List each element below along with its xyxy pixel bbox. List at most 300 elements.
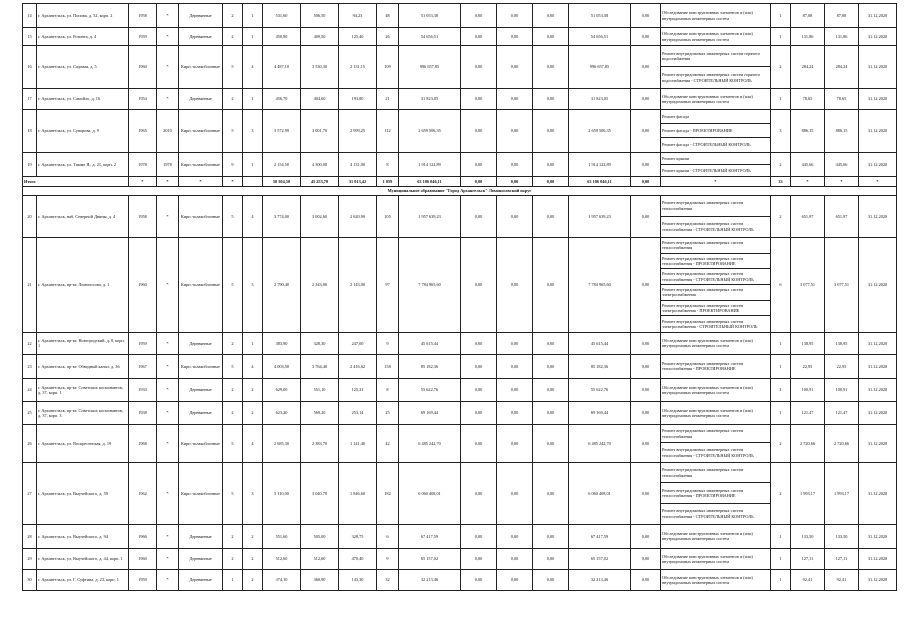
total-cost: 1 957 639,23 [399, 196, 461, 238]
other-funds: 0,00 [631, 401, 661, 424]
other-funds: 0,00 [631, 548, 661, 569]
work-item: Обследование конструктивных элементов и (или) внутридомовых инженерных систем [662, 93, 753, 104]
year-built: 1960 [129, 46, 157, 89]
regional-funds: 0,00 [497, 4, 533, 28]
unit-cost: 886,15 [791, 110, 825, 153]
works-count: 2 [771, 153, 791, 177]
max-unit-cost: 445,66 [825, 153, 859, 177]
total-cost: 65 157,02 [399, 548, 461, 569]
table-row [23, 153, 897, 177]
residents: 182 [377, 462, 399, 524]
total-area: 629,00 [263, 378, 301, 401]
owned-area: 2 620,90 [339, 196, 377, 238]
federal-funds: 0,00 [461, 332, 497, 354]
federal-funds: 0,00 [461, 28, 497, 46]
entrances: 2 [243, 548, 263, 569]
address-cell: г. Архангельск, ул. Выучейского, д. 59 [37, 462, 129, 524]
address-cell: г. Архангельск, ул. Выучейского, д. 44, корп. 1 [37, 548, 129, 569]
living-area: 512,60 [301, 548, 339, 569]
municipal-funds: 0,00 [533, 462, 569, 524]
regional-funds: 0,00 [497, 46, 533, 89]
floors: 5 [223, 196, 243, 238]
living-area: 328,30 [301, 332, 339, 354]
works-count: 1 [771, 332, 791, 354]
owner-funds: 65 157,02 [569, 548, 631, 569]
year-renovated: * [157, 354, 179, 378]
other-funds: 0,00 [631, 153, 661, 177]
total-label: Итого [23, 177, 129, 187]
max-unit-cost: 78,65 [825, 89, 859, 110]
living-area: 506,50 [301, 4, 339, 28]
works-list [661, 332, 771, 354]
year-renovated: 2010 [157, 110, 179, 153]
owner-funds: 7 784 965,60 [569, 238, 631, 333]
total-area: 450,90 [263, 28, 301, 46]
living-area: 4 300,00 [301, 153, 339, 177]
regional-funds: 0,00 [497, 524, 533, 548]
total-c1: * [129, 177, 157, 187]
completion-date: 31.12.2020 [859, 378, 897, 401]
total-row [23, 177, 897, 187]
max-unit-cost: 92,41 [825, 569, 859, 590]
year-renovated: * [157, 89, 179, 110]
work-item: Обследование конструктивных элементов и (или) внутридомовых инженерных систем [662, 384, 753, 395]
section-row [23, 187, 897, 196]
year-renovated: * [157, 238, 179, 333]
address-cell: г. Архангельск, ул. Г. Суфтина, д. 23, корп. 1 [37, 569, 129, 590]
work-item: Ремонт внутридомовых инженерных систем горячего водоснабжения - СТРОИТЕЛЬНЫЙ КОНТРОЛЬ [662, 72, 761, 83]
floors: 1 [223, 569, 243, 590]
living-area: 404,60 [301, 89, 339, 110]
completion-date: 31.12.2020 [859, 569, 897, 590]
total-a3: 31 013,42 [339, 177, 377, 187]
unit-cost: 87,08 [791, 4, 825, 28]
works-count: 1 [771, 4, 791, 28]
owned-area: 143,30 [339, 569, 377, 590]
work-item: Ремонт внутридомовых инженерных систем теплоснабжения - СТРОИТЕЛЬНЫЙ КОНТРОЛЬ [662, 221, 754, 232]
completion-date: 31.12.2020 [859, 548, 897, 569]
federal-funds: 0,00 [461, 110, 497, 153]
year-renovated: * [157, 462, 179, 524]
unit-cost: 131,86 [791, 28, 825, 46]
entrances: 3 [243, 238, 263, 333]
year-renovated: * [157, 332, 179, 354]
regional-funds: 0,00 [497, 110, 533, 153]
municipal-funds: 0,00 [533, 196, 569, 238]
total-area: 2 154,50 [263, 153, 301, 177]
total-area: 5 110,00 [263, 462, 301, 524]
table-row [23, 332, 897, 354]
address-cell: г. Архангельск, ул. Выучейского, д. 94 [37, 524, 129, 548]
work-item: Обследование конструктивных элементов и (или) внутридомовых инженерных систем [662, 10, 753, 21]
year-built: 1968 [129, 424, 157, 462]
table-row [23, 46, 897, 89]
max-unit-cost: 131,86 [825, 28, 859, 46]
work-item: Ремонт внутридомовых инженерных систем теплоснабжения - СТРОИТЕЛЬНЫЙ КОНТРОЛЬ [662, 508, 754, 519]
residents: 8 [377, 153, 399, 177]
works-list [661, 28, 771, 46]
owned-area: 94,23 [339, 4, 377, 28]
municipal-funds: 0,00 [533, 354, 569, 378]
owned-area: 328,75 [339, 524, 377, 548]
table-row [23, 354, 897, 378]
municipal-funds: 0,00 [533, 378, 569, 401]
floors: 2 [223, 28, 243, 46]
residents: 32 [377, 569, 399, 590]
works-count: 1 [771, 378, 791, 401]
table-row [23, 401, 897, 424]
completion-date: 31.12.2020 [859, 28, 897, 46]
works-count: 1 [771, 401, 791, 424]
floors: 5 [223, 46, 243, 89]
other-funds: 0,00 [631, 46, 661, 89]
owned-area: 1 846,60 [339, 462, 377, 524]
owned-area: 125,31 [339, 378, 377, 401]
row-number: 20 [23, 196, 37, 238]
federal-funds: 0,00 [461, 424, 497, 462]
residents: 6 [377, 524, 399, 548]
wall-material: Кирп.-шлакоблочные [179, 238, 223, 333]
completion-date: 31.12.2020 [859, 238, 897, 333]
wall-material: Деревянные [179, 28, 223, 46]
unit-cost: 121,47 [791, 401, 825, 424]
owned-area: 193,80 [339, 89, 377, 110]
entrances: 1 [243, 4, 263, 28]
work-item: Ремонт внутридомовых инженерных систем теплоснабжения - ПРОЕКТИРОВАНИЕ [661, 483, 770, 503]
works-list [661, 110, 771, 153]
table-row [23, 548, 897, 569]
floors: 2 [223, 332, 243, 354]
total-cost: 2 659 506,35 [399, 110, 461, 153]
address-cell: г. Архангельск, пр-кт. Новгородский, д. 8, корп. 1 [37, 332, 129, 354]
year-renovated: * [157, 569, 179, 590]
row-number: 28 [23, 524, 37, 548]
address-cell: г. Архангельск, ул. Самойло, д. 16 [37, 89, 129, 110]
works-count: 1 [771, 89, 791, 110]
owned-area: 4 131,00 [339, 153, 377, 177]
completion-date: 31.12.2020 [859, 401, 897, 424]
residents: 48 [377, 4, 399, 28]
table-row [23, 238, 897, 333]
table-row [23, 569, 897, 590]
row-number: 24 [23, 378, 37, 401]
total-cost: 32 213,46 [399, 569, 461, 590]
residents: 109 [377, 46, 399, 89]
work-item: Обследование конструктивных элементов и (или) внутридомовых инженерных систем [662, 31, 753, 42]
works-list [661, 548, 771, 569]
total-area: 512,60 [263, 548, 301, 569]
federal-funds: 0,00 [461, 238, 497, 333]
completion-date: 31.12.2020 [859, 354, 897, 378]
wall-material: Кирп.-шлакоблочные [179, 46, 223, 89]
total-a1: 50 304,50 [263, 177, 301, 187]
year-renovated: * [157, 378, 179, 401]
total-c4: * [223, 177, 243, 187]
works-list [661, 569, 771, 590]
municipal-funds: 0,00 [533, 28, 569, 46]
owner-funds: 1 957 639,23 [569, 196, 631, 238]
owner-funds: 1 914 122,89 [569, 153, 631, 177]
year-renovated: * [157, 28, 179, 46]
floors: 5 [223, 238, 243, 333]
entrances: 1 [243, 332, 263, 354]
year-renovated: * [157, 196, 179, 238]
year-built: 1965 [129, 110, 157, 153]
completion-date: 31.12.2020 [859, 332, 897, 354]
row-number: 15 [23, 28, 37, 46]
table-row [23, 4, 897, 28]
total-area: 3 572,99 [263, 110, 301, 153]
works-list [661, 238, 771, 333]
total-cost: 85 182,36 [399, 354, 461, 378]
total-cost: 6 060 408,01 [399, 462, 461, 524]
works-list [661, 524, 771, 548]
regional-funds: 0,00 [497, 196, 533, 238]
address-cell: г. Архангельск, ул. Розинга, д. 4 [37, 28, 129, 46]
total-cost: 45 615,44 [399, 332, 461, 354]
address-cell: г. Архангельск, ул. Тимме Я., д. 21, корп. 2 [37, 153, 129, 177]
wall-material: Кирп.-шлакоблочные [179, 354, 223, 378]
living-area: 505,00 [301, 524, 339, 548]
owned-area: 2 131,15 [339, 46, 377, 89]
year-built: 1933 [129, 378, 157, 401]
owner-funds: 2 659 506,35 [569, 110, 631, 153]
unit-cost: 100,91 [791, 378, 825, 401]
work-item: Ремонт внутридомовых инженерных систем электроснабжения - СТРОИТЕЛЬНЫЙ КОНТРОЛЬ [662, 318, 758, 330]
living-area: 3 040,70 [301, 462, 339, 524]
total-area: 2 790,40 [263, 238, 301, 333]
row-number: 27 [23, 462, 37, 524]
section-title: Муниципальное образование "Город Архангельск" Ломоносовский округ [23, 187, 897, 196]
owned-area: 125,40 [339, 28, 377, 46]
wall-material: Кирп.-шлакоблочные [179, 110, 223, 153]
year-built: 1978 [129, 153, 157, 177]
regional-funds: 0,00 [497, 378, 533, 401]
living-area: 2 343,80 [301, 238, 339, 333]
completion-date: 31.12.2020 [859, 4, 897, 28]
table-row [23, 424, 897, 462]
year-built: 1959 [129, 332, 157, 354]
address-cell: г. Архангельск, пр-кт. Обводный канал, д. 36 [37, 354, 129, 378]
municipal-funds: 0,00 [533, 110, 569, 153]
year-built: 1959 [129, 28, 157, 46]
wall-material: Деревянные [179, 378, 223, 401]
works-count: 1 [771, 28, 791, 46]
wall-material: Кирп.-шлакоблочные [179, 424, 223, 462]
work-item: Ремонт внутридомовых инженерных систем горячего водоснабжения [661, 46, 770, 67]
total-area: 4 003,50 [263, 354, 301, 378]
works-count: 1 [771, 569, 791, 590]
work-item: Обследование конструктивных элементов и (или) внутридомовых инженерных систем [662, 407, 753, 418]
year-renovated: * [157, 548, 179, 569]
municipal-funds: 0,00 [533, 424, 569, 462]
unit-cost: 445,66 [791, 153, 825, 177]
max-unit-cost: 100,91 [825, 378, 859, 401]
works-list [661, 462, 771, 524]
entrances: 3 [243, 462, 263, 524]
total-cost: 51 053,38 [399, 4, 461, 28]
federal-funds: 0,00 [461, 548, 497, 569]
regional-funds: 0,00 [497, 89, 533, 110]
total-d3: 0,00 [533, 177, 569, 187]
total-area: 531,60 [263, 4, 301, 28]
total-cost: 69 169,44 [399, 401, 461, 424]
table-row [23, 378, 897, 401]
entrances: 4 [243, 354, 263, 378]
work-item: Ремонт внутридомовых инженерных систем теплоснабжения [661, 463, 770, 483]
wall-material: Деревянные [179, 548, 223, 569]
max-unit-cost: 886,15 [825, 110, 859, 153]
entrances: 2 [243, 401, 263, 424]
program-table [22, 3, 892, 591]
total-blank [243, 177, 263, 187]
regional-funds: 0,00 [497, 424, 533, 462]
total-cost: 54 656,51 [399, 28, 461, 46]
completion-date: 31.12.2020 [859, 89, 897, 110]
floors: 2 [223, 89, 243, 110]
work-item: Ремонт крыши [661, 153, 770, 165]
other-funds: 0,00 [631, 4, 661, 28]
works-count: 1 [771, 548, 791, 569]
work-item: Ремонт внутридомовых инженерных систем теплоснабжения [661, 425, 770, 444]
works-list [661, 378, 771, 401]
year-built: 1959 [129, 569, 157, 590]
municipal-funds: 0,00 [533, 569, 569, 590]
works-count: 2 [771, 46, 791, 89]
address-cell: г. Архангельск, пр-кт. Ломоносова, д. 1 [37, 238, 129, 333]
table-row [23, 110, 897, 153]
regional-funds: 0,00 [497, 462, 533, 524]
municipal-funds: 0,00 [533, 238, 569, 333]
address-cell: г. Архангельск, пр-кт. Советских космонавтов, д. 37, корп. 3 [37, 401, 129, 424]
total-cost: 31 823,05 [399, 89, 461, 110]
unit-cost: 2 720,66 [791, 424, 825, 462]
residents: 21 [377, 89, 399, 110]
work-item: Ремонт внутридомовых инженерных систем теплоснабжения - ПРОЕКТИРОВАНИЕ [661, 254, 770, 270]
regional-funds: 0,00 [497, 401, 533, 424]
year-renovated: * [157, 401, 179, 424]
total-date: * [859, 177, 897, 187]
total-cost: 996 657,85 [399, 46, 461, 89]
row-number: 26 [23, 424, 37, 462]
owner-funds: 55 622,76 [569, 378, 631, 401]
total-a2: 45 253,70 [301, 177, 339, 187]
total-area: 374,10 [263, 569, 301, 590]
floors: 5 [223, 424, 243, 462]
residents: 158 [377, 354, 399, 378]
federal-funds: 0,00 [461, 89, 497, 110]
living-area: 3 530,30 [301, 46, 339, 89]
residents: 25 [377, 401, 399, 424]
completion-date: 31.12.2020 [859, 524, 897, 548]
year-renovated: * [157, 524, 179, 548]
total-area: 551,60 [263, 524, 301, 548]
work-item: Ремонт внутридомовых инженерных систем электроснабжения [661, 285, 770, 301]
entrances: 1 [243, 89, 263, 110]
other-funds: 0,00 [631, 462, 661, 524]
completion-date: 31.12.2020 [859, 424, 897, 462]
wall-material: Кирп.-шлакоблочные [179, 153, 223, 177]
floors: 2 [223, 4, 243, 28]
total-area: 2 685,30 [263, 424, 301, 462]
data-table [22, 3, 897, 591]
residents: 42 [377, 424, 399, 462]
total-area: 3 774,00 [263, 196, 301, 238]
entrances: 2 [243, 378, 263, 401]
owner-funds: 996 657,85 [569, 46, 631, 89]
municipal-funds: 0,00 [533, 401, 569, 424]
works-count: 3 [771, 110, 791, 153]
other-funds: 0,00 [631, 569, 661, 590]
living-area: 2 383,70 [301, 424, 339, 462]
works-count: 1 [771, 354, 791, 378]
federal-funds: 0,00 [461, 462, 497, 524]
federal-funds: 0,00 [461, 378, 497, 401]
owner-funds: 6 485 242,70 [569, 424, 631, 462]
work-item: Ремонт внутридомовых инженерных систем электроснабжения - ПРОЕКТИРОВАНИЕ [661, 301, 770, 317]
total-res: 1 059 [377, 177, 399, 187]
work-item: Ремонт фасада - СТРОИТЕЛЬНЫЙ КОНТРОЛЬ [662, 142, 751, 148]
total-d1: 0,00 [461, 177, 497, 187]
max-unit-cost: 138,95 [825, 332, 859, 354]
floors: 2 [223, 401, 243, 424]
floors: 2 [223, 548, 243, 569]
total-u1: * [791, 177, 825, 187]
works-list [661, 46, 771, 89]
other-funds: 0,00 [631, 524, 661, 548]
total-area: 456,70 [263, 89, 301, 110]
total-area: 383,90 [263, 332, 301, 354]
works-list [661, 153, 771, 177]
works-count: 6 [771, 238, 791, 333]
floors: 2 [223, 378, 243, 401]
residents: 97 [377, 238, 399, 333]
unit-cost: 133,50 [791, 524, 825, 548]
floors: 9 [223, 153, 243, 177]
total-cost: 55 622,76 [399, 378, 461, 401]
works-list [661, 354, 771, 378]
entrances: 2 [243, 524, 263, 548]
unit-cost: 3 077,51 [791, 238, 825, 333]
residents: 9 [377, 548, 399, 569]
total-q: 33 [771, 177, 791, 187]
regional-funds: 0,00 [497, 569, 533, 590]
max-unit-cost: 87,08 [825, 4, 859, 28]
works-list [661, 89, 771, 110]
works-count: 2 [771, 462, 791, 524]
row-number: 14 [23, 4, 37, 28]
table-row [23, 28, 897, 46]
owner-funds: 32 213,46 [569, 569, 631, 590]
regional-funds: 0,00 [497, 28, 533, 46]
residents: 105 [377, 196, 399, 238]
owner-funds: 85 182,36 [569, 354, 631, 378]
municipal-funds: 0,00 [533, 89, 569, 110]
other-funds: 0,00 [631, 89, 661, 110]
wall-material: Деревянные [179, 89, 223, 110]
work-item: Ремонт внутридомовых инженерных систем теплоснабжения [661, 238, 770, 254]
year-renovated: * [157, 46, 179, 89]
owned-area: 2 416,62 [339, 354, 377, 378]
other-funds: 0,00 [631, 332, 661, 354]
max-unit-cost: 3 077,51 [825, 238, 859, 333]
max-unit-cost: 121,47 [825, 401, 859, 424]
total-cost: 6 485 242,70 [399, 424, 461, 462]
year-built: 1954 [129, 89, 157, 110]
works-count: 2 [771, 196, 791, 238]
other-funds: 0,00 [631, 354, 661, 378]
total-cost: 67 417,59 [399, 524, 461, 548]
